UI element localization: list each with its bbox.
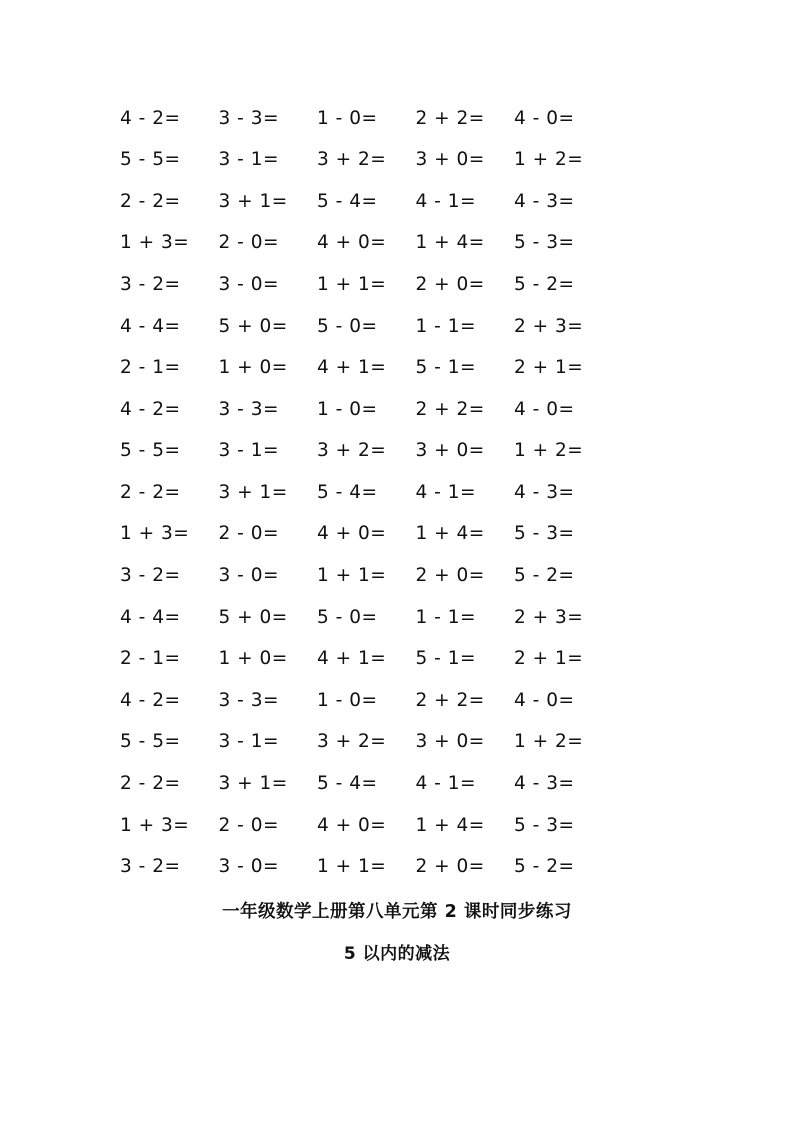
arithmetic-problem: 2 - 2= [120,773,181,795]
problem-row [120,680,640,722]
arithmetic-problem: 4 - 2= [120,398,181,420]
arithmetic-problem: 4 + 1= [317,357,387,379]
problem-row [120,348,640,390]
arithmetic-problem: 3 + 2= [317,149,387,171]
arithmetic-problem: 4 + 1= [317,648,387,670]
arithmetic-problem: 2 + 0= [415,273,485,295]
problem-row [120,514,640,556]
problem-row [120,223,640,265]
arithmetic-problem: 3 - 0= [218,273,279,295]
arithmetic-problem: 2 - 1= [120,357,181,379]
arithmetic-problem: 4 + 0= [317,232,387,254]
arithmetic-problem: 5 - 1= [415,357,476,379]
arithmetic-problem: 2 + 1= [514,648,584,670]
arithmetic-problem: 4 + 0= [317,523,387,545]
arithmetic-problem: 1 + 1= [317,565,387,587]
arithmetic-problem: 3 + 0= [415,440,485,462]
arithmetic-problem: 3 - 2= [120,273,181,295]
problem-row [120,181,640,223]
arithmetic-problem: 3 - 0= [218,856,279,878]
arithmetic-problem: 5 + 0= [218,606,288,628]
arithmetic-problem: 1 + 3= [120,232,190,254]
arithmetic-problem: 2 - 1= [120,648,181,670]
arithmetic-problem: 3 + 1= [218,773,288,795]
arithmetic-problem: 1 + 4= [415,523,485,545]
arithmetic-problem: 2 + 3= [514,315,584,337]
arithmetic-problem: 4 - 0= [514,107,575,129]
arithmetic-problem: 1 + 2= [514,149,584,171]
arithmetic-problem: 4 - 3= [514,190,575,212]
problem-row [120,389,640,431]
problem-row [120,140,640,182]
worksheet-title: 一年级数学上册第八单元第 2 课时同步练习 [222,902,572,922]
problem-row [120,597,640,639]
problem-row [120,472,640,514]
arithmetic-problem: 1 - 1= [415,606,476,628]
arithmetic-problem: 5 - 5= [120,731,181,753]
arithmetic-problem: 5 - 5= [120,149,181,171]
problem-row [120,847,640,889]
problem-row [120,556,640,598]
problem-row [120,431,640,473]
arithmetic-problem: 2 + 0= [415,856,485,878]
arithmetic-problem: 5 - 3= [514,523,575,545]
arithmetic-problem: 5 - 3= [514,232,575,254]
arithmetic-problem: 2 - 0= [218,814,279,836]
arithmetic-problem: 4 - 1= [415,190,476,212]
arithmetic-problem: 1 + 4= [415,814,485,836]
problem-row [120,264,640,306]
arithmetic-problem: 2 + 2= [415,398,485,420]
arithmetic-problem: 3 - 1= [218,731,279,753]
arithmetic-problem: 1 + 1= [317,856,387,878]
arithmetic-problem: 5 - 0= [317,606,378,628]
worksheet-subtitle: 5 以内的减法 [343,944,451,964]
problem-grid [120,98,640,888]
arithmetic-problem: 4 - 4= [120,315,181,337]
arithmetic-problem: 3 - 2= [120,856,181,878]
arithmetic-problem: 3 + 1= [218,481,288,503]
arithmetic-problem: 1 - 1= [415,315,476,337]
arithmetic-problem: 2 - 0= [218,232,279,254]
problem-row [120,639,640,681]
arithmetic-problem: 2 - 2= [120,190,181,212]
arithmetic-problem: 3 - 3= [218,689,279,711]
arithmetic-problem: 4 - 2= [120,107,181,129]
arithmetic-problem: 4 - 1= [415,773,476,795]
arithmetic-problem: 3 + 0= [415,731,485,753]
arithmetic-problem: 3 - 1= [218,149,279,171]
arithmetic-problem: 1 + 3= [120,523,190,545]
arithmetic-problem: 1 + 3= [120,814,190,836]
arithmetic-problem: 2 + 2= [415,689,485,711]
problem-row [120,98,640,140]
arithmetic-problem: 5 - 2= [514,565,575,587]
arithmetic-problem: 5 - 3= [514,814,575,836]
arithmetic-problem: 1 + 0= [218,648,288,670]
arithmetic-problem: 3 - 1= [218,440,279,462]
arithmetic-problem: 5 - 5= [120,440,181,462]
arithmetic-problem: 3 + 2= [317,731,387,753]
arithmetic-problem: 3 + 0= [415,149,485,171]
arithmetic-problem: 3 + 1= [218,190,288,212]
arithmetic-problem: 1 + 2= [514,731,584,753]
arithmetic-problem: 4 - 2= [120,689,181,711]
arithmetic-problem: 4 - 1= [415,481,476,503]
arithmetic-problem: 2 + 2= [415,107,485,129]
arithmetic-problem: 3 - 2= [120,565,181,587]
arithmetic-problem: 5 + 0= [218,315,288,337]
arithmetic-problem: 1 + 0= [218,357,288,379]
arithmetic-problem: 5 - 4= [317,190,378,212]
arithmetic-problem: 4 - 3= [514,481,575,503]
arithmetic-problem: 1 - 0= [317,689,378,711]
arithmetic-problem: 2 + 0= [415,565,485,587]
arithmetic-problem: 3 + 2= [317,440,387,462]
arithmetic-problem: 3 - 0= [218,565,279,587]
arithmetic-problem: 4 - 3= [514,773,575,795]
arithmetic-problem: 5 - 4= [317,481,378,503]
arithmetic-problem: 4 + 0= [317,814,387,836]
arithmetic-problem: 5 - 0= [317,315,378,337]
arithmetic-problem: 4 - 0= [514,689,575,711]
arithmetic-problem: 1 + 1= [317,273,387,295]
arithmetic-problem: 4 - 0= [514,398,575,420]
arithmetic-problem: 3 - 3= [218,107,279,129]
arithmetic-problem: 1 + 4= [415,232,485,254]
arithmetic-problem: 5 - 2= [514,856,575,878]
arithmetic-problem: 2 + 1= [514,357,584,379]
problem-row [120,805,640,847]
problem-row [120,306,640,348]
arithmetic-problem: 2 - 2= [120,481,181,503]
problem-row [120,722,640,764]
problem-row [120,764,640,806]
arithmetic-problem: 5 - 2= [514,273,575,295]
arithmetic-problem: 3 - 3= [218,398,279,420]
arithmetic-problem: 5 - 4= [317,773,378,795]
arithmetic-problem: 4 - 4= [120,606,181,628]
arithmetic-problem: 2 + 3= [514,606,584,628]
arithmetic-problem: 2 - 0= [218,523,279,545]
arithmetic-problem: 5 - 1= [415,648,476,670]
arithmetic-problem: 1 - 0= [317,107,378,129]
arithmetic-problem: 1 + 2= [514,440,584,462]
arithmetic-problem: 1 - 0= [317,398,378,420]
